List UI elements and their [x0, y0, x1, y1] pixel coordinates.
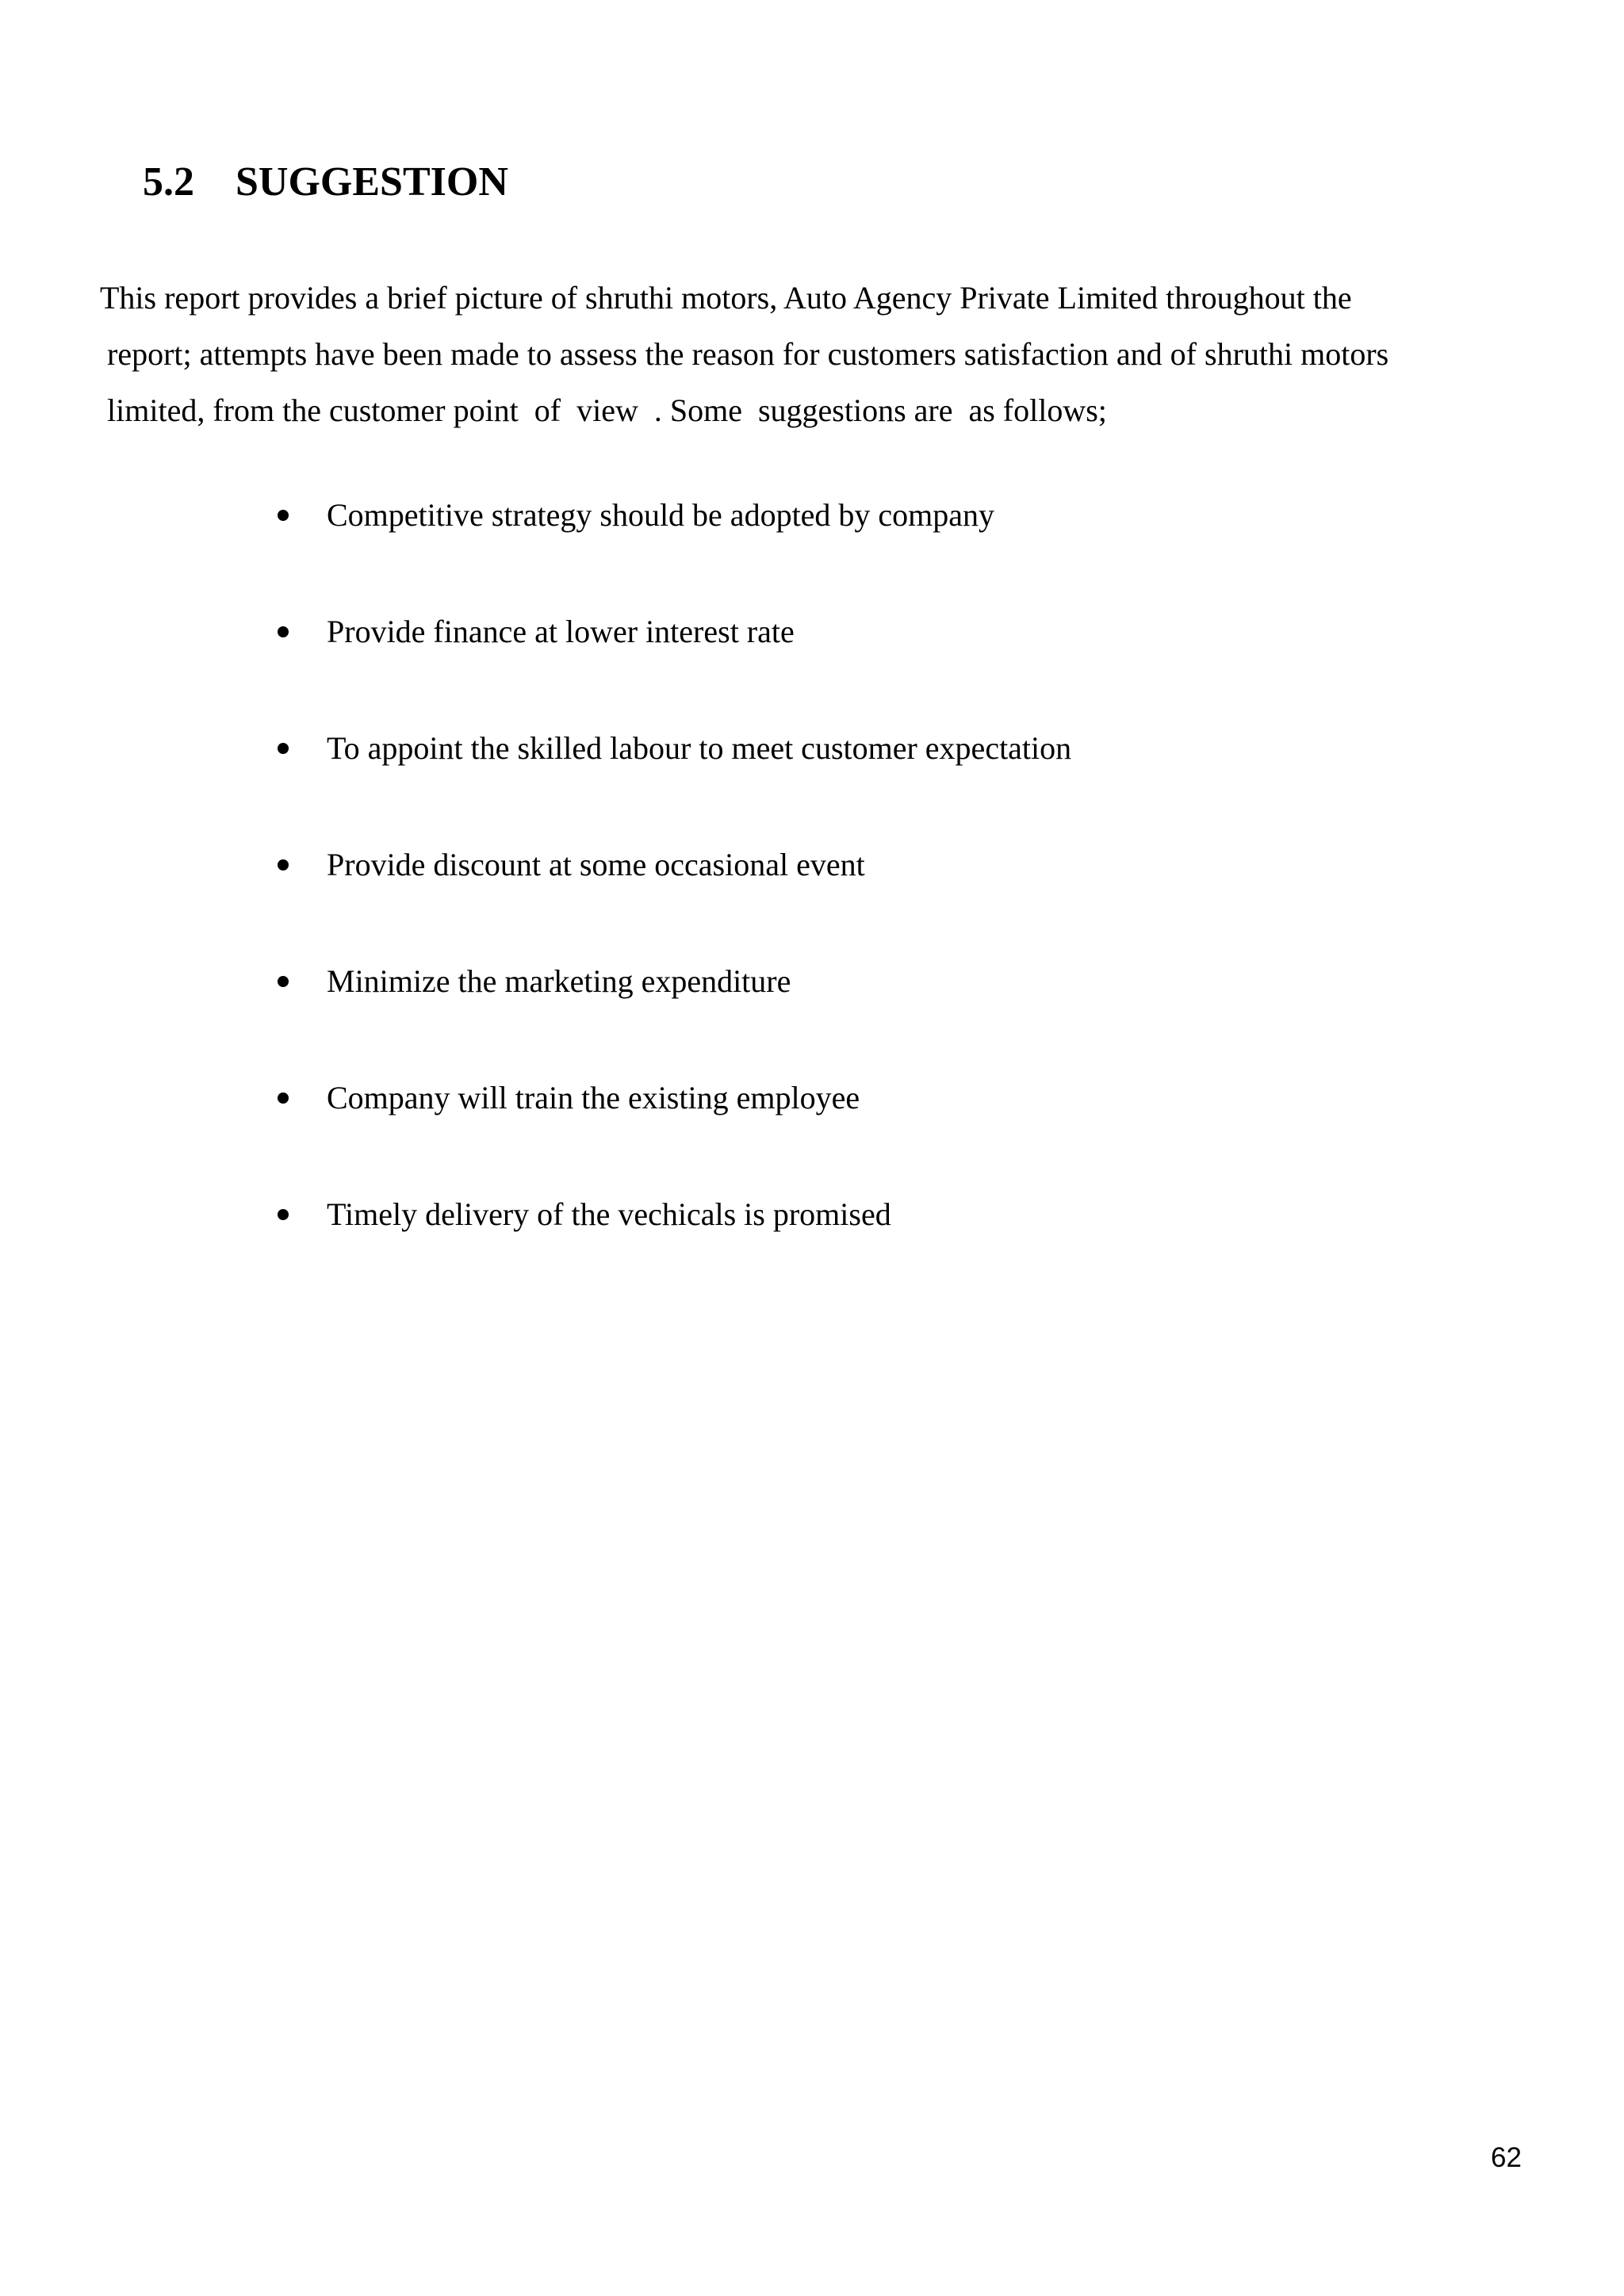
bullet-icon [278, 1093, 289, 1104]
list-item-text: Provide discount at some occasional event [327, 847, 865, 882]
intro-paragraph-line-2: report; attempts have been made to assess the reason for customers satisfaction and of shruthi motors [107, 336, 1389, 372]
list-item [0, 610, 1348, 654]
list-item [0, 1076, 1348, 1120]
bullet-icon [278, 743, 289, 754]
list-item-text: Timely delivery of the vechicals is promised [327, 1196, 891, 1232]
bullet-icon [278, 859, 289, 871]
intro-paragraph-line-3: limited, from the customer point of view . Some suggestions are as follows; [107, 392, 1107, 428]
page-number: 62 [1491, 2142, 1522, 2173]
section-heading [143, 157, 508, 208]
list-item [0, 1192, 1348, 1237]
bullet-icon [278, 1209, 289, 1220]
list-item-text: Minimize the marketing expenditure [327, 963, 791, 999]
list-item [0, 959, 1348, 1004]
bullet-icon [278, 976, 289, 987]
list-item-text: Company will train the existing employee [327, 1080, 860, 1115]
section-title: SUGGESTION [236, 159, 508, 205]
bullet-icon [278, 626, 289, 637]
section-number: 5.2 [143, 159, 194, 205]
list-item [0, 726, 1348, 771]
intro-paragraph-line-1: This report provides a brief picture of shruthi motors, Auto Agency Private Limited throughout the [100, 280, 1352, 316]
list-item [0, 843, 1348, 887]
list-item [0, 493, 1348, 538]
list-item-text: Provide finance at lower interest rate [327, 614, 795, 649]
bullet-icon [278, 510, 289, 521]
list-item-text: To appoint the skilled labour to meet customer expectation [327, 730, 1072, 766]
list-item-text: Competitive strategy should be adopted by company [327, 497, 995, 533]
